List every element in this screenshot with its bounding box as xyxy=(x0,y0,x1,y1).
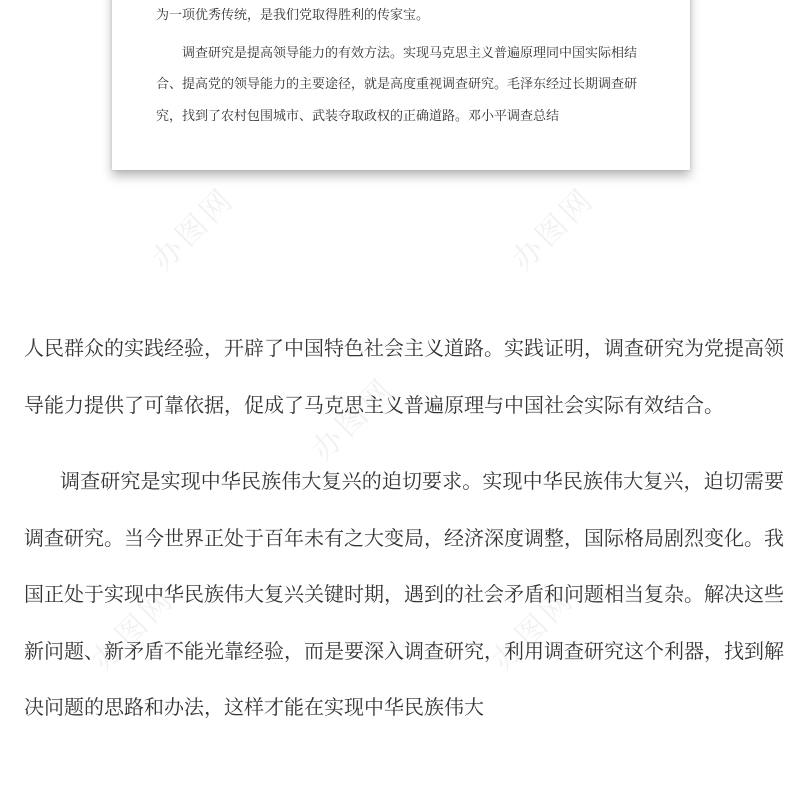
body-paragraph-2: 调查研究是实现中华民族伟大复兴的迫切要求。实现中华民族伟大复兴，迫切需要调查研究。当今世界正处于百年未有之大变局，经济深度调整，国际格局剧烈变化。我国正处于实现中华民族伟大复兴关键时期，遇到的社会矛盾和问题相当复杂。解决这些新问题、新矛盾不能光靠经验，而是要深入调查研究，利用调查研究这个利器，找到解决问题的思路和办法，这样才能在实现中华民族伟大 xyxy=(24,469,784,719)
watermark: 办图网 xyxy=(85,581,182,678)
preview-text xyxy=(156,0,656,132)
preview-paragraph: 调查研究是提高领导能力的有效方法。实现马克思主义普遍原理同中国实际相结合、提高党的领导能力的主要途径，就是高度重视调查研究。毛泽东经过长期调查研究，找到了农村包围城市、武装夺取政权的正确道路。邓小平调查总结 xyxy=(156,45,638,124)
watermark: 办图网 xyxy=(485,581,582,678)
watermark: 办图网 xyxy=(145,181,242,278)
preview-line: 为一项优秀传统，是我们党取得胜利的传家宝。 xyxy=(156,8,430,23)
watermark: 办图网 xyxy=(305,371,402,468)
document-body xyxy=(24,320,784,736)
body-paragraph-1: 人民群众的实践经验，开辟了中国特色社会主义道路。实践证明，调查研究为党提高领导能力提供了可靠依据，促成了马克思主义普遍原理与中国社会实际有效结合。 xyxy=(24,336,784,417)
watermark: 办图网 xyxy=(505,181,602,278)
document-preview-card xyxy=(112,0,690,170)
